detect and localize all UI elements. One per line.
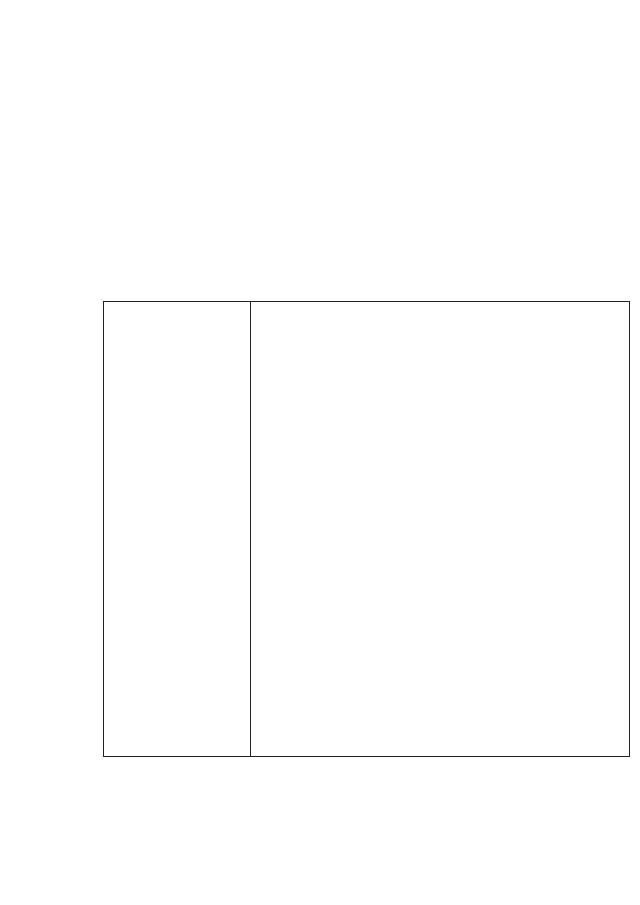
resources-table xyxy=(103,301,630,757)
table-cell-label xyxy=(104,302,251,756)
table-cell-content xyxy=(251,302,629,756)
